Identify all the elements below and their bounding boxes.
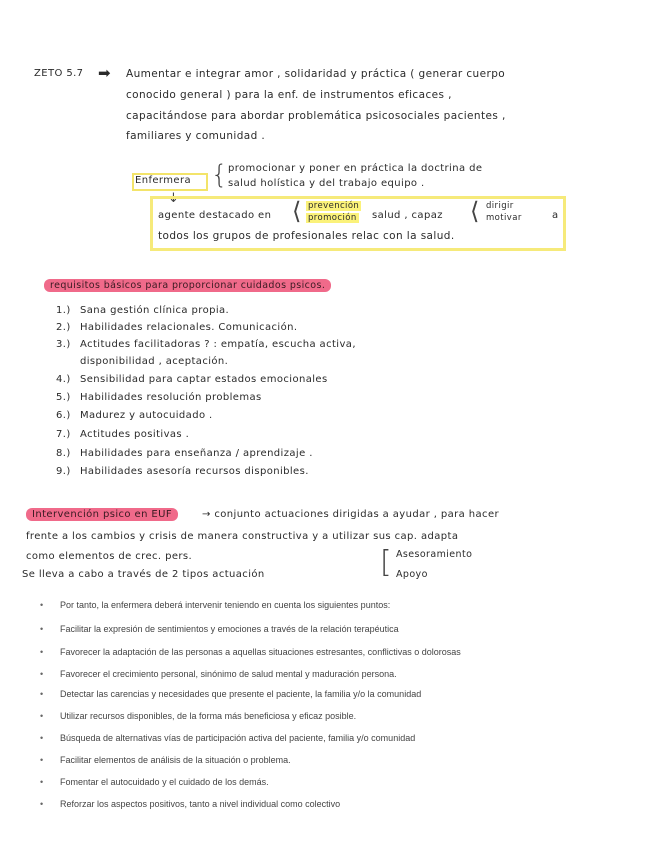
list-item: 4.) Sensibilidad para captar estados emocionales [56,374,328,385]
down-arrow-icon: ↓ [168,191,179,206]
promocion-highlight: promoción [308,213,357,223]
bullet-item: • Reforzar los aspectos positivos, tanto a nivel individual como colectivo [40,799,341,809]
bullet-item: • Búsqueda de alternativas vías de participación activa del paciente, familia y/o comunidad [40,733,416,743]
list-item: 8.) Habilidades para enseñanza / aprendizaje . [56,448,313,459]
list-item: 9.) Habilidades asesoría recursos disponibles. [56,466,309,477]
bullet-item: • Utilizar recursos disponibles, de la forma más beneficiosa y eficaz posible. [40,711,357,721]
bullet-item: • Facilitar elementos de análisis de la situación o problema. [40,755,291,765]
bullet-item: • Favorecer la adaptación de las personas a aquellas situaciones estresantes, conflictivas o dolorosas [40,647,461,657]
agente-line2: todos los grupos de profesionales relac con la salud. [158,230,455,242]
agente-suffix: a [552,210,559,221]
bullet-item: • Favorecer el crecimiento personal, sinónimo de salud mental y maduración persona. [40,669,397,679]
objetivo-line: conocido general ) para la enf. de instrumentos eficaces , [126,89,452,101]
bullet-item: • Detectar las carencias y necesidades que presente el paciente, la familia y/o la comunidad [40,689,422,699]
bullet-item: • Facilitar la expresión de sentimientos y emociones a través de la relación terapéutica [40,624,399,634]
motivar-text: motivar [486,213,522,223]
intervencion-line: → conjunto actuaciones dirigidas a ayudar , para hacer [202,509,500,520]
left-brace-icon: { [211,160,228,190]
list-item: 2.) Habilidades relacionales. Comunicación. [56,322,298,333]
objetivo-label: ZETO 5.7 [34,68,84,79]
option-apoyo: Apoyo [396,569,428,580]
enfermera-label: Enfermera [135,175,191,186]
intervencion-line: como elementos de crec. pers. [26,551,193,562]
list-item: 3.) Actitudes facilitadoras ? : empatía, escucha activa, [56,339,356,350]
list-item: disponibilidad , aceptación. [80,356,229,367]
dirigir-text: dirigir [486,201,514,211]
agente-prefix: agente destacado en [158,210,272,221]
enfermera-line: promocionar y poner en práctica la doctrina de [228,163,483,174]
list-item: 7.) Actitudes positivas . [56,429,190,440]
enfermera-line: salud holística y del trabajo equipo . [228,178,425,189]
objetivo-line: Aumentar e integrar amor , solidaridad y práctica ( generar cuerpo [126,68,506,80]
requisitos-title: requisitos básicos para proporcionar cuidados psicos. [44,280,331,291]
prevencion-highlight: prevención [308,201,360,211]
objetivo-line: capacitándose para abordar problemática psicosociales pacientes , [126,110,506,122]
list-item: 6.) Madurez y autocuidado . [56,410,213,421]
bullet-item: • Fomentar el autocuidado y el cuidado de los demás. [40,777,269,787]
objetivo-line: familiares y comunidad . [126,130,266,142]
intervencion-title: Intervención psico en EUF [26,509,178,520]
list-item: 5.) Habilidades resolución problemas [56,392,262,403]
left-bracket-icon: [ [380,545,392,580]
intervencion-line: Se lleva a cabo a través de 2 tipos actuación [22,569,265,580]
intervencion-line: frente a los cambios y crisis de manera constructiva y a utilizar sus cap. adapta [26,531,459,542]
option-asesoramiento: Asesoramiento [396,549,473,560]
bullet-item: • Por tanto, la enfermera deberá intervenir teniendo en cuenta los siguientes puntos: [40,600,391,610]
list-item: 1.) Sana gestión clínica propia. [56,305,230,316]
left-angle-icon: ⟨ [470,197,480,225]
right-arrow-icon: ➡ [98,64,111,82]
agente-mid: salud , capaz [372,210,443,221]
left-angle-icon: ⟨ [292,197,302,225]
